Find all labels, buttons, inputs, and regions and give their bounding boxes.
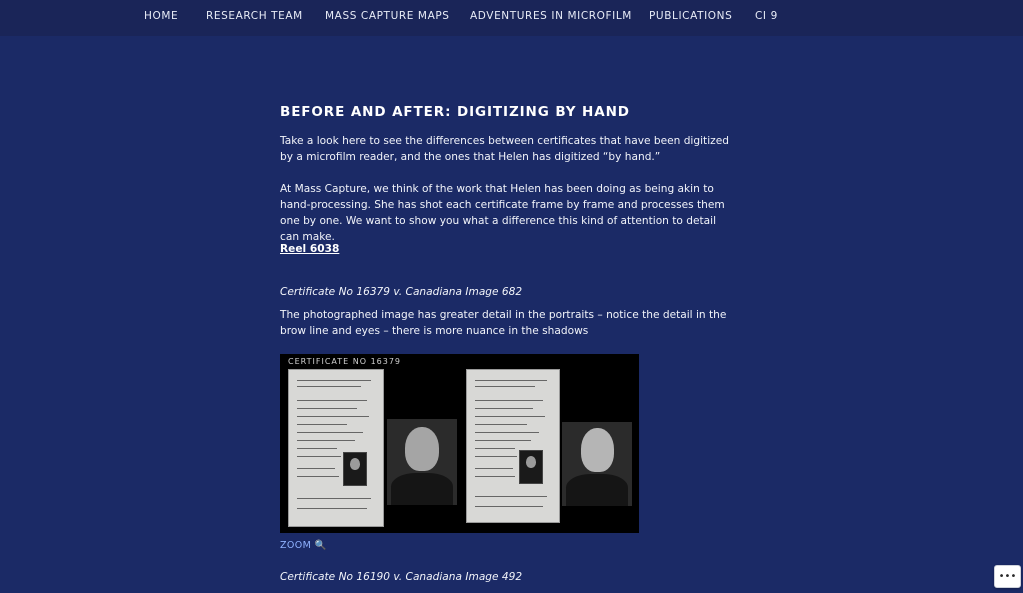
certificate-heading-2: Certificate No 16190 v. Canadiana Image 492 bbox=[280, 571, 523, 583]
nav-item-publications[interactable]: PUBLICATIONS bbox=[649, 10, 733, 22]
intro-paragraph: Take a look here to see the differences between certificates that have been digitized by a microfilm reader, and the ones that Helen has digitized “by hand.” bbox=[280, 135, 729, 163]
certificate-scan-right bbox=[466, 369, 560, 523]
zoom-link[interactable]: ZOOM 🔍 bbox=[280, 540, 327, 551]
post-content bbox=[280, 104, 740, 337]
detail-paragraph: The photographed image has greater detail in the portraits – notice the detail in the brow line and eyes – there is more nuance in the shadows bbox=[280, 309, 727, 337]
top-navigation bbox=[0, 0, 1023, 36]
post-title: BEFORE AND AFTER: DIGITIZING BY HAND bbox=[280, 104, 630, 120]
portrait-right bbox=[562, 422, 632, 506]
nav-item-adventures-in-microfilm[interactable]: ADVENTURES IN MICROFILM bbox=[470, 10, 632, 22]
reel-link[interactable]: Reel 6038 bbox=[280, 243, 340, 255]
nav-item-home[interactable]: HOME bbox=[144, 10, 179, 22]
nav-item-ci-9[interactable]: CI 9 bbox=[755, 10, 778, 22]
more-options-button[interactable]: ••• bbox=[994, 565, 1021, 588]
certificate-scan-left bbox=[288, 369, 384, 527]
process-paragraph: At Mass Capture, we think of the work that Helen has been doing as being akin to hand-processing. She has shot each certificate frame by frame and processes them one by one. We want to show you what a difference this kind of attention to detail can make. bbox=[280, 183, 725, 243]
certificate-comparison-image[interactable] bbox=[280, 354, 639, 533]
figure-caption: CERTIFICATE NO 16379 bbox=[288, 357, 402, 366]
portrait-left bbox=[387, 419, 457, 505]
nav-item-research-team[interactable]: RESEARCH TEAM bbox=[206, 10, 303, 22]
certificate-heading: Certificate No 16379 v. Canadiana Image 682 bbox=[280, 285, 523, 298]
nav-item-mass-capture-maps[interactable]: MASS CAPTURE MAPS bbox=[325, 10, 450, 22]
